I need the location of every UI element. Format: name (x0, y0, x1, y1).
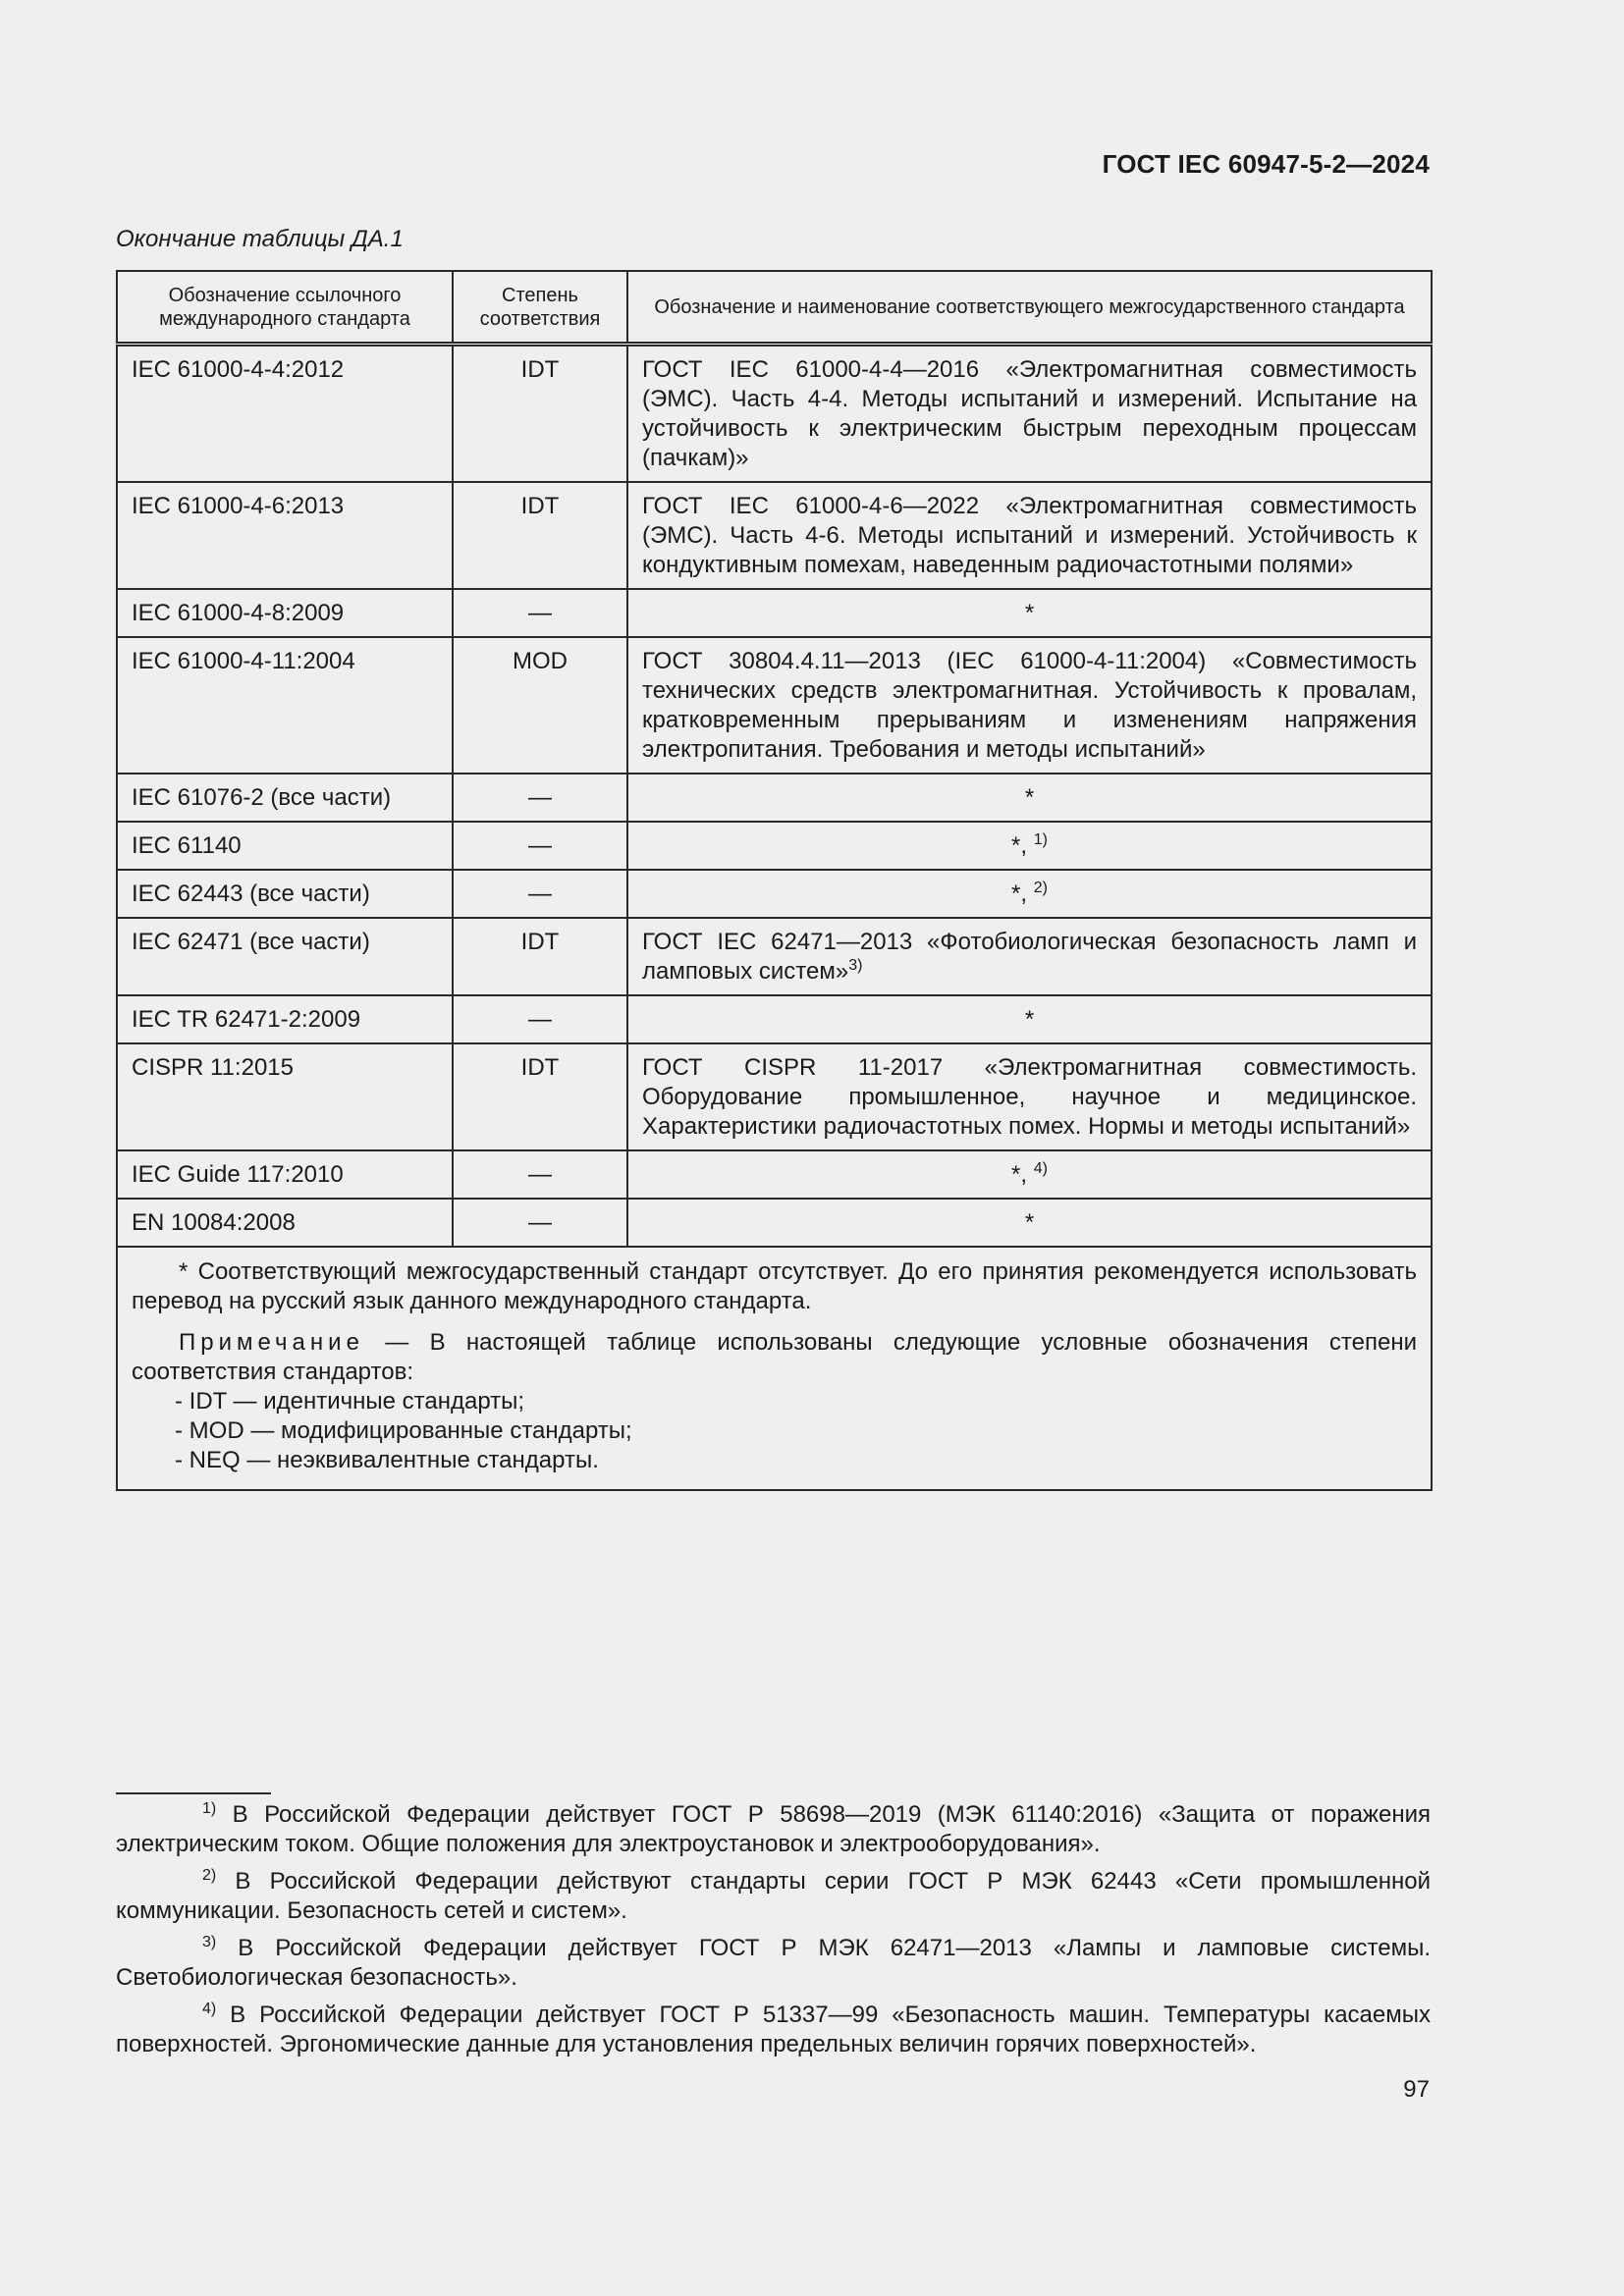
interstate-standard-text: *, (1011, 831, 1034, 859)
interstate-standard-text: * (1024, 1005, 1035, 1033)
cell-reference-code: IEC 61000-4-6:2013 (117, 482, 453, 589)
cell-degree: — (453, 589, 627, 637)
note-label: Примечание (179, 1328, 364, 1356)
cell-interstate-standard (627, 589, 1432, 637)
cell-interstate-standard (627, 822, 1432, 870)
table-row (117, 344, 1432, 482)
table-row (117, 482, 1432, 589)
interstate-standard-text: *, (1011, 1160, 1034, 1188)
cell-reference-code: IEC 61000-4-8:2009 (117, 589, 453, 637)
table-header-row (117, 271, 1432, 344)
table-row (117, 637, 1432, 774)
footnote (116, 1800, 1431, 1859)
interstate-standard-text: ГОСТ IEC 61000-4-6—2022 «Электромагнитная совместимость (ЭМС). Часть 4-6. Методы испытаний и измерений. Устойчивость к кондуктивным помехам, наведенным радиочастотными полями» (642, 492, 1417, 578)
header-interstate-standard: Обозначение и наименование соответствующего межгосударственного стандарта (627, 271, 1432, 344)
table-row (117, 995, 1432, 1043)
footnote-marker: 4) (202, 2001, 217, 2017)
footnote-text: В Российской Федерации действует ГОСТ Р 58698—2019 (МЭК 61140:2016) «Защита от поражения электрическим током. Общие положения для электроустановок и электрооборудования». (116, 1801, 1431, 1857)
table-row (117, 870, 1432, 918)
footnote-reference: 4) (1033, 1159, 1048, 1177)
cell-degree: IDT (453, 918, 627, 995)
cell-reference-code: IEC 62471 (все части) (117, 918, 453, 995)
footnote (116, 2001, 1431, 2059)
cell-interstate-standard (627, 1150, 1432, 1199)
cell-reference-code: IEC 61076-2 (все части) (117, 774, 453, 822)
cell-interstate-standard (627, 870, 1432, 918)
note-list-item: - IDT — идентичные стандарты; (175, 1387, 525, 1415)
cell-degree: — (453, 774, 627, 822)
note-list-item: - MOD — модифицированные стандарты; (175, 1416, 632, 1444)
cell-degree: — (453, 995, 627, 1043)
footnote-reference: 2) (1033, 879, 1048, 896)
star-footnote: * Соответствующий межгосударственный стандарт отсутствует. До его принятия рекомендуется использовать перевод на русский язык данного международного стандарта. (132, 1257, 1417, 1314)
cell-degree: — (453, 870, 627, 918)
cell-degree: — (453, 1150, 627, 1199)
footnotes (116, 1800, 1431, 2067)
footnote (116, 1934, 1431, 1993)
footnote-marker: 2) (202, 1867, 217, 1884)
cell-interstate-standard (627, 1199, 1432, 1247)
table-row (117, 1199, 1432, 1247)
interstate-standard-text: ГОСТ IEC 62471—2013 «Фотобиологическая безопасность ламп и ламповых систем» (642, 928, 1417, 985)
interstate-standard-text: *, (1011, 880, 1034, 907)
header-degree-of-conformity: Степень соответствия (453, 271, 627, 344)
cell-degree: — (453, 822, 627, 870)
footnote-marker: 3) (202, 1934, 217, 1950)
cell-reference-code: IEC Guide 117:2010 (117, 1150, 453, 1199)
interstate-standard-text: * (1024, 1208, 1035, 1236)
footnote-text: В Российской Федерации действует ГОСТ Р 51337—99 «Безопасность машин. Температуры касаемых поверхностей. Эргономические данные для установления предельных величин горячих поверхностей». (116, 2002, 1431, 2057)
cell-interstate-standard (627, 1043, 1432, 1150)
table-row (117, 918, 1432, 995)
cell-degree: IDT (453, 344, 627, 482)
cell-reference-code: IEC 62443 (все части) (117, 870, 453, 918)
cell-reference-code: IEC 61140 (117, 822, 453, 870)
table-row (117, 1043, 1432, 1150)
header-reference-standard: Обозначение ссылочного международного стандарта (117, 271, 453, 344)
interstate-standard-text: ГОСТ 30804.4.11—2013 (IEC 61000-4-11:2004) «Совместимость технических средств электромагнитная. Устойчивость к провалам, кратковременным прерываниям и изменениям напряжения электропитания. Требования и методы испытаний» (642, 647, 1417, 763)
cell-degree: MOD (453, 637, 627, 774)
cell-interstate-standard (627, 774, 1432, 822)
interstate-standard-text: ГОСТ IEC 61000-4-4—2016 «Электромагнитная совместимость (ЭМС). Часть 4-4. Методы испытаний и измерений. Испытание на устойчивость к электрическим быстрым переходным процессам (пачкам)» (642, 355, 1417, 471)
cell-degree: IDT (453, 1043, 627, 1150)
footnote (116, 1867, 1431, 1926)
cell-reference-code: IEC 61000-4-11:2004 (117, 637, 453, 774)
cell-interstate-standard (627, 995, 1432, 1043)
cell-interstate-standard (627, 918, 1432, 995)
interstate-standard-text: ГОСТ CISPR 11-2017 «Электромагнитная совместимость. Оборудование промышленное, научное и медицинское. Характеристики радиочастотных помех. Нормы и методы испытаний» (642, 1053, 1417, 1140)
table-caption: Окончание таблицы ДА.1 (116, 226, 404, 252)
cell-degree: IDT (453, 482, 627, 589)
table-notes-row (117, 1247, 1432, 1490)
cell-reference-code: IEC 61000-4-4:2012 (117, 344, 453, 482)
cell-interstate-standard (627, 482, 1432, 589)
table-row (117, 589, 1432, 637)
reference-table (116, 270, 1433, 1491)
table-notes-cell (117, 1247, 1432, 1490)
cell-reference-code: CISPR 11:2015 (117, 1043, 453, 1150)
footnote-text: В Российской Федерации действует ГОСТ Р МЭК 62471—2013 «Лампы и ламповые системы. Светобиологическая безопасность». (116, 1935, 1431, 1991)
table-row (117, 1150, 1432, 1199)
note-paragraph (132, 1328, 1417, 1387)
table-row (117, 774, 1432, 822)
cell-reference-code: EN 10084:2008 (117, 1199, 453, 1247)
reference-table-container (116, 270, 1431, 1491)
note-text: — В настоящей таблице использованы следующие условные обозначения степени соответствия стандартов: (132, 1328, 1417, 1385)
cell-degree: — (453, 1199, 627, 1247)
footnote-reference: 1) (1033, 830, 1048, 848)
table-row (117, 822, 1432, 870)
cell-interstate-standard (627, 637, 1432, 774)
note-list (132, 1387, 1417, 1475)
cell-interstate-standard (627, 344, 1432, 482)
interstate-standard-text: * (1024, 783, 1035, 811)
footnote-reference: 3) (848, 956, 863, 974)
interstate-standard-text: * (1024, 599, 1035, 626)
page-header-title: ГОСТ IEC 60947-5-2—2024 (1102, 149, 1430, 179)
footnote-text: В Российской Федерации действуют стандарты серии ГОСТ Р МЭК 62443 «Сети промышленной коммуникации. Безопасность сетей и систем». (116, 1868, 1431, 1924)
note-list-item: - NEQ — неэквивалентные стандарты. (175, 1446, 599, 1473)
footnote-marker: 1) (202, 1800, 217, 1817)
table-body (117, 344, 1432, 1247)
footnote-separator (116, 1792, 271, 1794)
page-number: 97 (1403, 2076, 1430, 2103)
cell-reference-code: IEC TR 62471-2:2009 (117, 995, 453, 1043)
